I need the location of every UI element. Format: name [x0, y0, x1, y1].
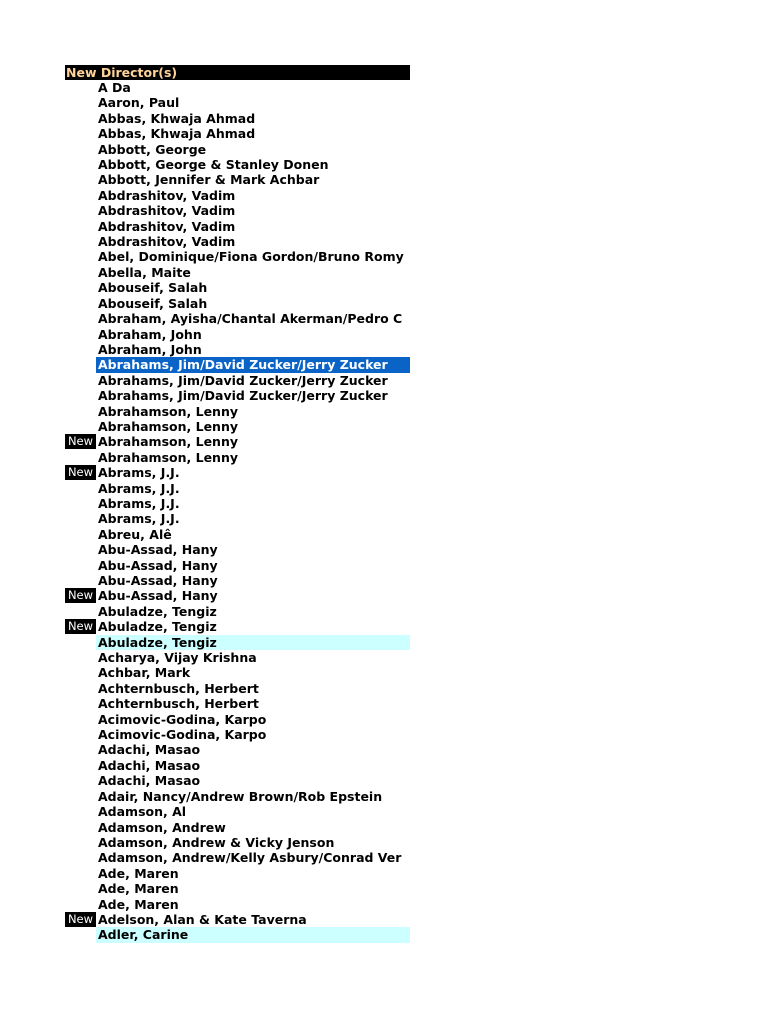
- new-flag-cell[interactable]: New: [65, 465, 96, 480]
- table-row[interactable]: [65, 604, 410, 619]
- table-row[interactable]: [65, 712, 410, 727]
- director-name-cell[interactable]: Achternbusch, Herbert: [98, 696, 259, 712]
- new-flag-cell[interactable]: New: [65, 619, 96, 634]
- director-name-cell[interactable]: Adamson, Andrew & Vicky Jenson: [98, 834, 335, 850]
- table-row[interactable]: [65, 789, 410, 804]
- table-row[interactable]: [65, 434, 410, 449]
- new-flag-cell[interactable]: New: [65, 588, 96, 603]
- table-row[interactable]: [65, 665, 410, 680]
- director-name-cell[interactable]: Abraham, John: [98, 341, 202, 357]
- director-name-cell[interactable]: Abrams, J.J.: [98, 465, 180, 481]
- director-name-cell[interactable]: Abrahams, Jim/David Zucker/Jerry Zucker: [98, 372, 388, 388]
- table-row[interactable]: [65, 188, 410, 203]
- director-name-cell[interactable]: Adachi, Masao: [98, 773, 201, 789]
- table-row[interactable]: [65, 95, 410, 110]
- table-row[interactable]: [65, 111, 410, 126]
- director-name-cell[interactable]: Adair, Nancy/Andrew Brown/Rob Epstein: [98, 788, 383, 804]
- director-name-cell[interactable]: Abbas, Khwaja Ahmad: [98, 126, 256, 142]
- director-name-cell[interactable]: Abrahams, Jim/David Zucker/Jerry Zucker: [98, 388, 388, 404]
- table-row[interactable]: [65, 142, 410, 157]
- table-row[interactable]: [65, 419, 410, 434]
- director-name-cell[interactable]: Abraham, Ayisha/Chantal Akerman/Pedro C: [98, 311, 403, 327]
- table-row[interactable]: [65, 311, 410, 326]
- director-name-cell[interactable]: Abbott, George: [98, 141, 207, 157]
- table-row[interactable]: [65, 681, 410, 696]
- table-row[interactable]: [65, 558, 410, 573]
- table-row[interactable]: [65, 635, 410, 650]
- director-name-cell[interactable]: Abel, Dominique/Fiona Gordon/Bruno Romy: [98, 249, 404, 265]
- director-name-cell[interactable]: Abdrashitov, Vadim: [98, 187, 236, 203]
- director-name-cell[interactable]: Abrams, J.J.: [98, 480, 180, 496]
- table-row[interactable]: [65, 912, 410, 927]
- table-row[interactable]: [65, 927, 410, 942]
- table-row[interactable]: [65, 450, 410, 465]
- director-name-cell[interactable]: Abu-Assad, Hany: [98, 542, 218, 558]
- table-row[interactable]: [65, 496, 410, 511]
- director-name-cell[interactable]: Adachi, Masao: [98, 742, 201, 758]
- new-flag-cell[interactable]: New: [65, 434, 96, 449]
- director-name-cell[interactable]: Acimovic-Godina, Karpo: [98, 711, 267, 727]
- director-name-cell[interactable]: Abbott, George & Stanley Donen: [98, 157, 329, 173]
- director-name-cell[interactable]: Abuladze, Tengiz: [98, 619, 217, 635]
- table-row[interactable]: [65, 249, 410, 264]
- director-name-cell[interactable]: Abu-Assad, Hany: [98, 588, 218, 604]
- director-name-cell[interactable]: Abreu, Alê: [98, 526, 172, 542]
- table-row[interactable]: [65, 773, 410, 788]
- table-row[interactable]: [65, 881, 410, 896]
- table-row[interactable]: [65, 866, 410, 881]
- director-name-cell[interactable]: Abdrashitov, Vadim: [98, 218, 236, 234]
- director-name-cell[interactable]: Ade, Maren: [98, 896, 179, 912]
- director-name-cell[interactable]: Adamson, Al: [98, 804, 187, 820]
- table-row[interactable]: [65, 280, 410, 295]
- spreadsheet: [65, 65, 410, 943]
- table-row[interactable]: [65, 357, 410, 372]
- director-name-cell[interactable]: Abuladze, Tengiz: [96, 635, 410, 650]
- table-row[interactable]: [65, 327, 410, 342]
- director-name-cell[interactable]: Adachi, Masao: [98, 757, 201, 773]
- director-name-cell[interactable]: Abbott, Jennifer & Mark Achbar: [98, 172, 320, 188]
- table-row[interactable]: [65, 835, 410, 850]
- table-row[interactable]: [65, 126, 410, 141]
- table-row[interactable]: [65, 481, 410, 496]
- table-row[interactable]: [65, 742, 410, 757]
- table-row[interactable]: [65, 157, 410, 172]
- table-row[interactable]: [65, 296, 410, 311]
- director-name-cell[interactable]: Ade, Maren: [98, 865, 179, 881]
- table-row[interactable]: [65, 804, 410, 819]
- table-row[interactable]: [65, 850, 410, 865]
- director-name-cell[interactable]: Abrahamson, Lenny: [98, 403, 238, 419]
- director-name-cell[interactable]: Abrams, J.J.: [98, 495, 180, 511]
- table-row[interactable]: [65, 897, 410, 912]
- director-name-cell[interactable]: Abuladze, Tengiz: [98, 603, 217, 619]
- director-name-cell[interactable]: Abu-Assad, Hany: [98, 557, 218, 573]
- table-row[interactable]: [65, 573, 410, 588]
- table-row[interactable]: [65, 203, 410, 218]
- director-name-cell[interactable]: Adler, Carine: [96, 927, 410, 942]
- table-row[interactable]: [65, 172, 410, 187]
- table-row[interactable]: [65, 465, 410, 480]
- director-name-cell[interactable]: Achternbusch, Herbert: [98, 680, 259, 696]
- director-name-cell[interactable]: A Da: [98, 80, 131, 95]
- director-name-cell[interactable]: Abu-Assad, Hany: [98, 573, 218, 588]
- table-row[interactable]: [65, 619, 410, 634]
- director-name-cell[interactable]: Acharya, Vijay Krishna: [98, 650, 257, 666]
- table-row[interactable]: [65, 388, 410, 403]
- director-name-cell[interactable]: Abrahamson, Lenny: [98, 418, 238, 434]
- table-row[interactable]: [65, 588, 410, 603]
- table-row[interactable]: [65, 511, 410, 526]
- table-row[interactable]: [65, 373, 410, 388]
- director-name-cell[interactable]: Abrahamson, Lenny: [98, 434, 238, 450]
- director-name-cell[interactable]: Abdrashitov, Vadim: [98, 234, 236, 250]
- table-row[interactable]: [65, 80, 410, 95]
- director-name-cell[interactable]: Abrahams, Jim/David Zucker/Jerry Zucker: [96, 357, 410, 372]
- director-name-cell[interactable]: Abdrashitov, Vadim: [98, 203, 236, 219]
- director-name-cell[interactable]: Abella, Maite: [98, 264, 191, 280]
- director-name-cell[interactable]: Abbas, Khwaja Ahmad: [98, 110, 256, 126]
- table-row[interactable]: [65, 219, 410, 234]
- director-name-cell[interactable]: Abouseif, Salah: [98, 280, 208, 296]
- table-row[interactable]: [65, 650, 410, 665]
- director-list: [65, 80, 410, 943]
- table-row[interactable]: [65, 342, 410, 357]
- director-name-cell[interactable]: Abrams, J.J.: [98, 511, 180, 527]
- new-flag-cell[interactable]: New: [65, 912, 96, 927]
- director-name-cell[interactable]: Achbar, Mark: [98, 665, 191, 681]
- table-row[interactable]: [65, 820, 410, 835]
- director-name-cell[interactable]: Adamson, Andrew/Kelly Asbury/Conrad Ver: [98, 850, 402, 866]
- director-name-cell[interactable]: Abraham, John: [98, 326, 202, 342]
- director-name-cell[interactable]: Aaron, Paul: [98, 95, 180, 111]
- table-row[interactable]: [65, 696, 410, 711]
- table-row[interactable]: [65, 234, 410, 249]
- column-header-new-directors[interactable]: New Director(s): [65, 65, 410, 80]
- table-row[interactable]: [65, 542, 410, 557]
- director-name-cell[interactable]: Abrahamson, Lenny: [98, 449, 238, 465]
- director-name-cell[interactable]: Adamson, Andrew: [98, 819, 226, 835]
- table-row[interactable]: [65, 727, 410, 742]
- table-row[interactable]: [65, 758, 410, 773]
- director-name-cell[interactable]: Abouseif, Salah: [98, 295, 208, 311]
- table-row[interactable]: [65, 527, 410, 542]
- table-row[interactable]: [65, 404, 410, 419]
- director-name-cell[interactable]: Acimovic-Godina, Karpo: [98, 727, 267, 743]
- director-name-cell[interactable]: Ade, Maren: [98, 881, 179, 897]
- table-row[interactable]: [65, 265, 410, 280]
- director-name-cell[interactable]: Adelson, Alan & Kate Taverna: [98, 911, 307, 927]
